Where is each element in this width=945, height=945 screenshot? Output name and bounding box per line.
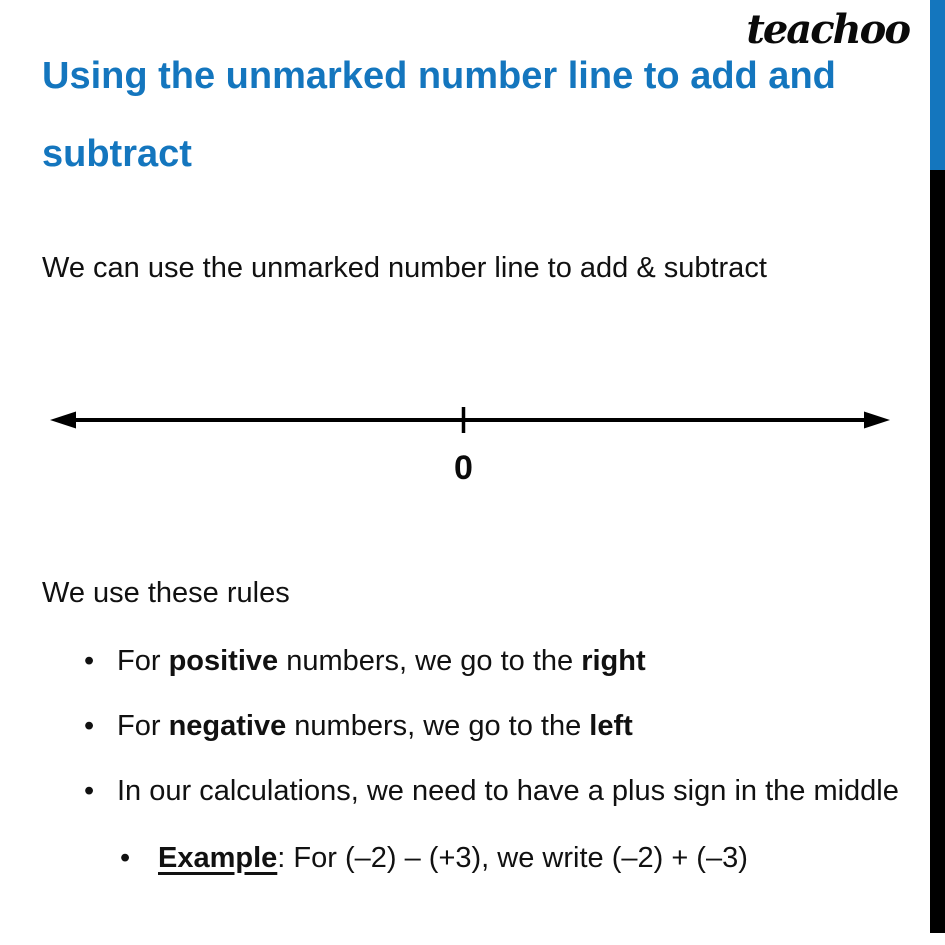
right-accent-bar-blue <box>930 0 945 170</box>
rule-text-bold: left <box>589 710 633 742</box>
rule-text-part: numbers, we go to the <box>286 710 590 742</box>
example-rest: : For (–2) – (+3), we write (–2) + (–3) <box>277 842 748 874</box>
bullet-icon: • <box>84 710 95 742</box>
rule-text-part: numbers, we go to the <box>278 645 582 677</box>
rule-text-part: For <box>117 710 169 742</box>
example-text <box>158 841 748 876</box>
intro-text: We can use the unmarked number line to add & subtract <box>42 252 767 284</box>
rule-example-subbullet <box>120 841 748 876</box>
rule-text <box>117 644 646 679</box>
number-line <box>0 390 945 490</box>
rule-text: In our calculations, we need to have a plus sign in the middle <box>117 775 899 807</box>
example-label: Example <box>158 842 278 874</box>
bullet-icon: • <box>84 775 95 807</box>
rule-text-bold: right <box>581 645 646 677</box>
left-arrowhead-icon <box>50 412 76 429</box>
rule-text-part: For <box>117 645 169 677</box>
rule-text <box>117 709 633 744</box>
page-title: Using the unmarked number line to add and subtract <box>42 55 836 175</box>
bullet-icon: • <box>120 842 131 874</box>
number-line-origin-label: 0 <box>454 449 473 487</box>
rule-text-bold: negative <box>168 710 287 742</box>
right-arrowhead-icon <box>864 412 890 429</box>
teachoo-logo: teachoo <box>746 6 909 53</box>
right-accent-bar-black <box>930 170 945 933</box>
rule-bullet-positive <box>84 644 646 679</box>
rules-heading: We use these rules <box>42 577 290 609</box>
rule-text-bold: positive <box>168 645 279 677</box>
bullet-icon: • <box>84 645 95 677</box>
rule-bullet-negative <box>84 709 633 744</box>
rule-bullet-plus-sign <box>84 774 899 809</box>
